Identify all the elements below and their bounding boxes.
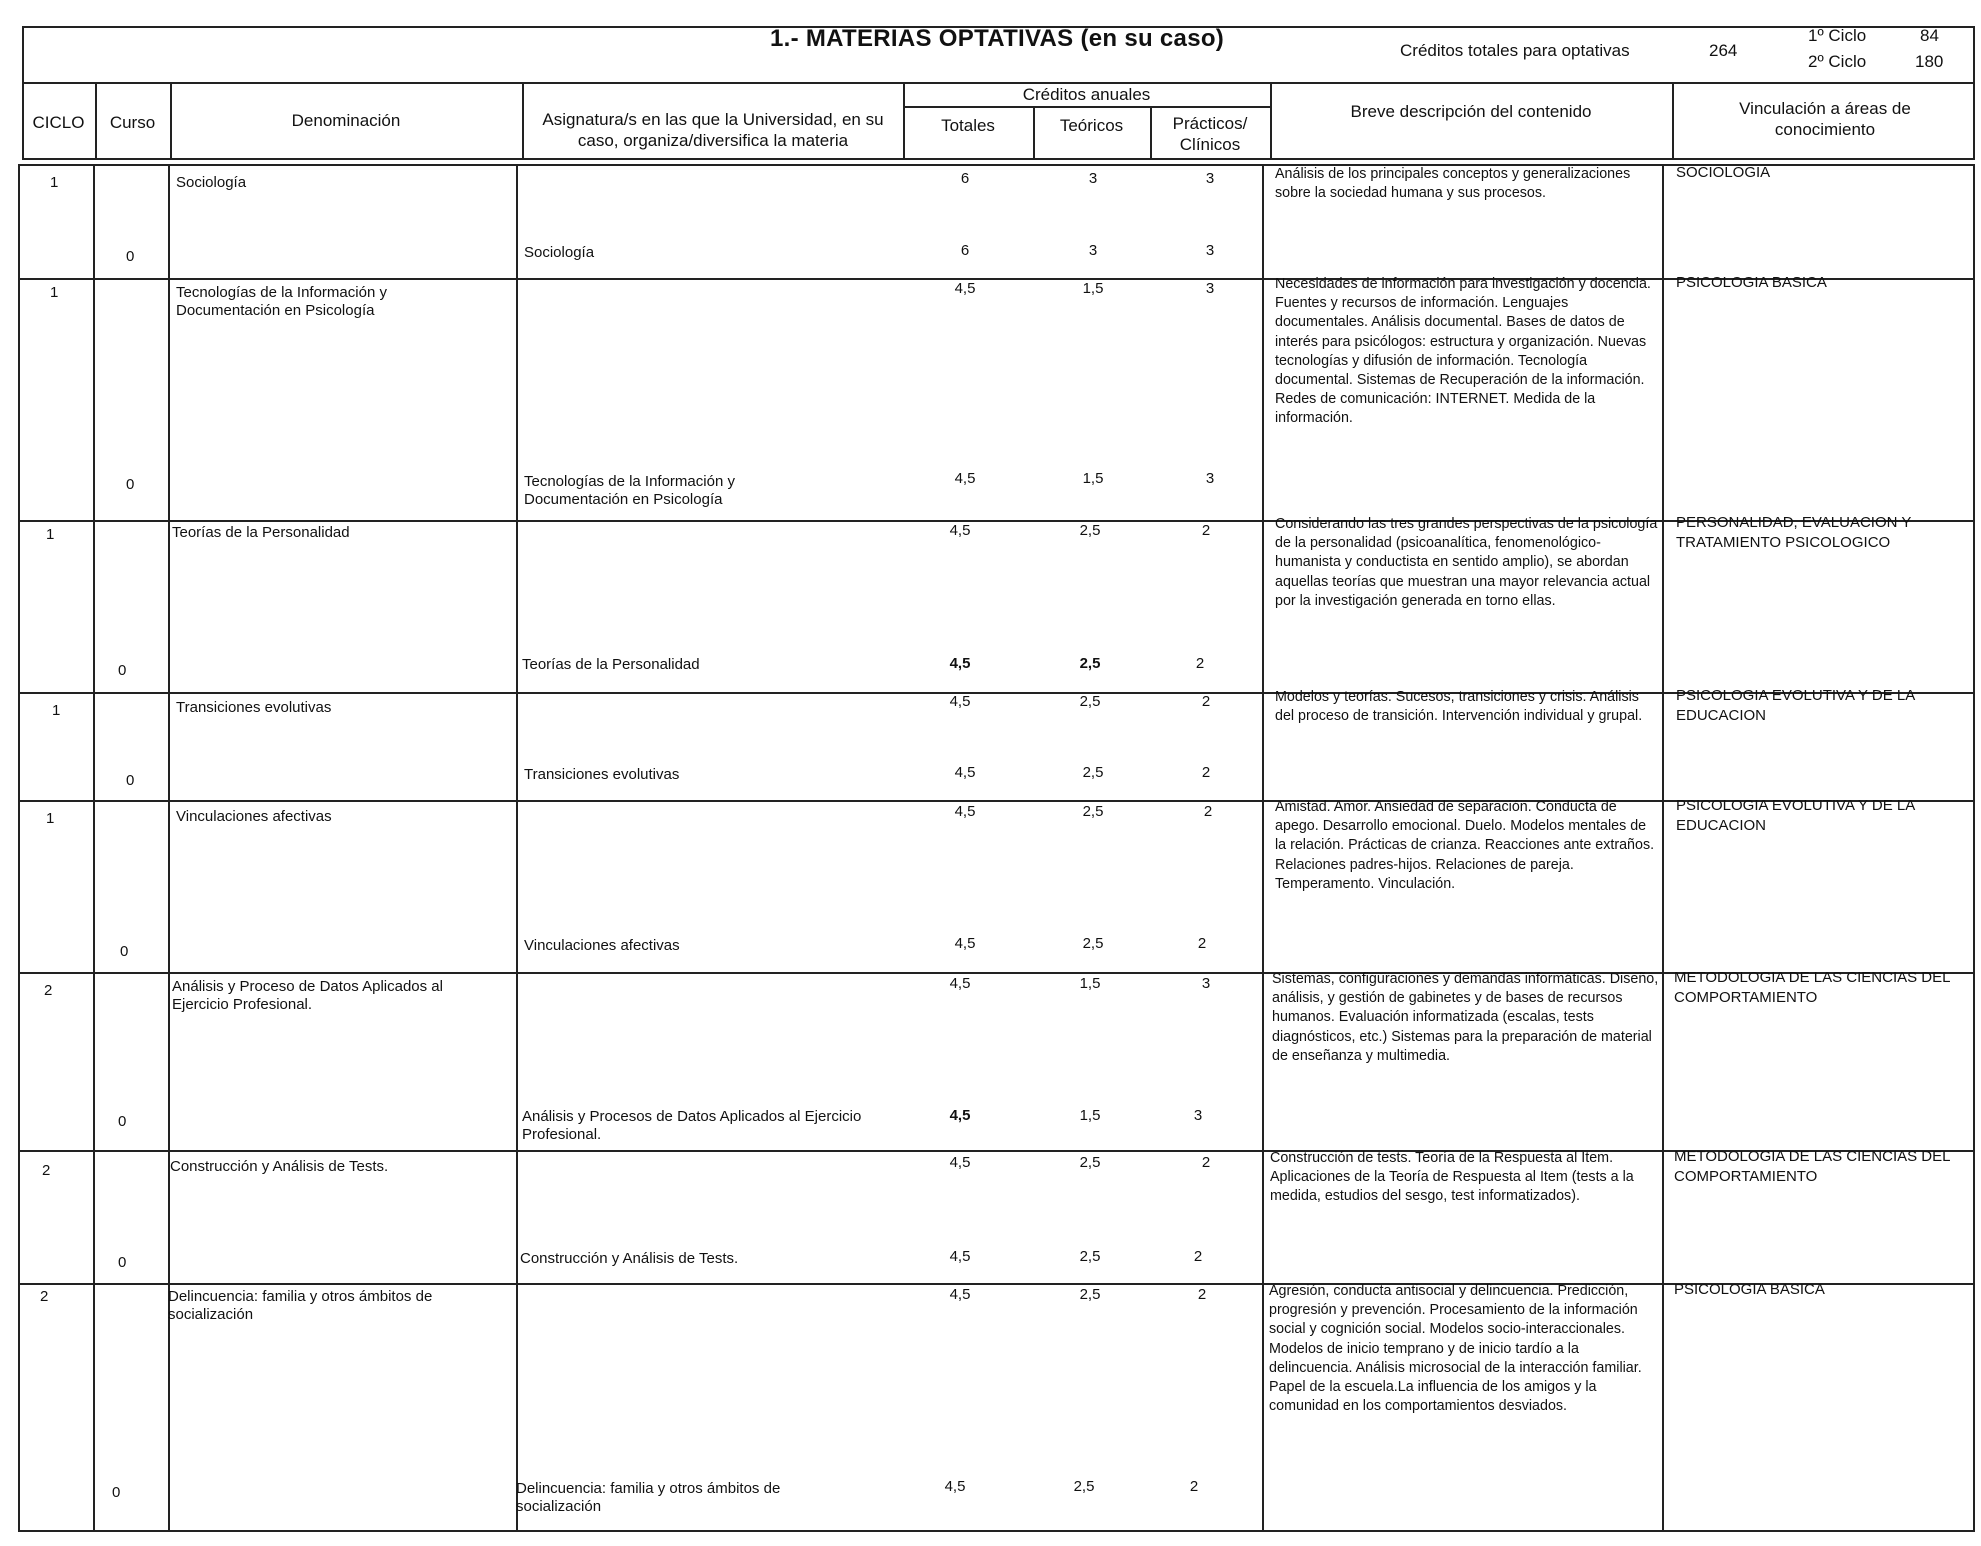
cycle1-label: 1º Ciclo <box>1808 26 1867 45</box>
row-denominacion: Sociología <box>176 174 247 191</box>
row-ciclo: 2 <box>42 1162 51 1179</box>
row-area: PSICOLOGIA EVOLUTIVA Y DE LA EDUCACION <box>1676 687 1915 724</box>
row-curso: 0 <box>126 248 135 265</box>
row-a-totales: 4,5 <box>949 1248 971 1265</box>
row-a-practicos: 2 <box>1193 1248 1203 1265</box>
row-ciclo: 1 <box>50 174 59 191</box>
row-a-practicos: 3 <box>1205 470 1215 487</box>
row-area: PSICOLOGIA BASICA <box>1676 274 1827 291</box>
row-practicos: 2 <box>1203 803 1213 820</box>
row-curso: 0 <box>118 662 127 679</box>
col-asignatura: Asignatura/s en las que la Universidad, en su caso, organiza/diversifica la materia <box>542 110 884 150</box>
row-totales: 6 <box>960 170 970 187</box>
row-teoricos: 3 <box>1088 170 1098 187</box>
row-asignatura: Tecnologías de la Información y Documentación en Psicología <box>524 473 735 508</box>
col-divider <box>516 164 518 1532</box>
col-denominacion: Denominación <box>291 111 401 130</box>
col-divider <box>168 164 170 1532</box>
row-curso: 0 <box>118 1113 127 1130</box>
cycle1-value: 84 <box>1920 26 1939 45</box>
row-descripcion: Modelos y teorías. Sucesos, transiciones y crisis. Análisis del proceso de transición. Intervención individual y grupal. <box>1275 689 1643 725</box>
hdr-sep <box>1150 106 1152 160</box>
row-denominacion: Tecnologías de la Información y Documentación en Psicología <box>176 284 387 319</box>
row-area: PERSONALIDAD, EVALUACION Y TRATAMIENTO PSICOLOGICO <box>1676 514 1912 551</box>
row-a-practicos: 3 <box>1205 242 1215 259</box>
row-ciclo: 1 <box>52 702 61 719</box>
row-descripcion: Análisis de los principales conceptos y generalizaciones sobre la sociedad humana y sus procesos. <box>1275 166 1631 202</box>
row-asignatura: Análisis y Procesos de Datos Aplicados al Ejercicio Profesional. <box>522 1108 862 1143</box>
row-curso: 0 <box>126 772 135 789</box>
hdr-sep <box>522 82 524 160</box>
col-divider <box>93 164 95 1532</box>
row-a-totales: 4,5 <box>954 935 976 952</box>
row-asignatura: Transiciones evolutivas <box>524 766 680 783</box>
row-teoricos: 1,5 <box>1079 975 1101 992</box>
row-denominacion: Delincuencia: familia y otros ámbitos de socialización <box>168 1288 433 1323</box>
credits-total-label: Créditos totales para optativas <box>1400 41 1630 60</box>
col-descripcion: Breve descripción del contenido <box>1350 102 1592 121</box>
row-totales: 4,5 <box>949 1154 971 1171</box>
row-a-teoricos: 2,5 <box>1079 655 1101 672</box>
row-totales: 4,5 <box>949 693 971 710</box>
row-ciclo: 1 <box>50 284 59 301</box>
col-totales: Totales <box>941 116 995 135</box>
row-curso: 0 <box>120 943 129 960</box>
row-totales: 4,5 <box>949 975 971 992</box>
row-ciclo: 1 <box>46 810 55 827</box>
row-asignatura: Construcción y Análisis de Tests. <box>520 1250 739 1267</box>
col-curso: Curso <box>109 113 156 132</box>
row-a-totales: 4,5 <box>954 470 976 487</box>
row-descripcion: Considerando las tres grandes perspectivas de la psicología de la personalidad (psicoanalítica, fenomenológico-humanista y conductista en sentido amplio), se abordan aquellas teorías que muestran una mayor relevancia actual por la investigación generada en torno ellas. <box>1275 516 1658 609</box>
row-a-practicos: 3 <box>1193 1107 1203 1124</box>
row-curso: 0 <box>118 1254 127 1271</box>
row-asignatura: Sociología <box>524 244 595 261</box>
row-ciclo: 1 <box>46 526 55 543</box>
page-title: 1.- MATERIAS OPTATIVAS (en su caso) <box>770 25 1225 52</box>
row-a-totales: 4,5 <box>944 1478 966 1495</box>
row-descripcion: Sistemas, configuraciones y demandas informáticas. Diseño, análisis, y gestión de gabinetes y de bases de recursos humanos. Evaluación informatizada (escalas, tests diagnósticos, etc.) Sistemas para la preparación de material de enseñanza y multimedia. <box>1272 971 1659 1064</box>
row-a-teoricos: 2,5 <box>1082 764 1104 781</box>
row-a-teoricos: 2,5 <box>1073 1478 1095 1495</box>
row-practicos: 3 <box>1205 280 1215 297</box>
col-ciclo: CICLO <box>32 113 85 132</box>
row-asignatura: Teorías de la Personalidad <box>522 656 700 673</box>
row-a-totales: 6 <box>960 242 970 259</box>
cycle2-value: 180 <box>1915 52 1944 71</box>
row-descripcion: Amistad. Amor. Ansiedad de separación. Conducta de apego. Desarrollo emocional. Duelo. Modelos mentales de la relación. Prácticas de crianza. Reacciones ante extraños. Relaciones padres-hijos. Relaciones de pareja. Temperamento. Vinculación. <box>1275 799 1655 892</box>
cycle2-label: 2º Ciclo <box>1808 52 1867 71</box>
row-area: METODOLOGIA DE LAS CIENCIAS DEL COMPORTAMIENTO <box>1674 969 1950 1006</box>
row-denominacion: Teorías de la Personalidad <box>172 524 350 541</box>
row-descripcion: Necesidades de información para investigación y docencia. Fuentes y recursos de información. Lenguajes documentales. Análisis documental. Bases de datos de interés para psicólogos: estructura y organización. Nuevas tecnologías y difusión de información. Tecnología documental. Sistemas de Recuperación de la información. Redes de comunicación: INTERNET. Medida de la información. <box>1275 276 1651 427</box>
row-a-practicos: 2 <box>1195 655 1205 672</box>
row-asignatura: Delincuencia: familia y otros ámbitos de socialización <box>516 1480 781 1515</box>
credits-total-value: 264 <box>1709 41 1738 60</box>
credits-anuales-divider <box>903 106 1270 108</box>
row-teoricos: 2,5 <box>1079 1154 1101 1171</box>
row-denominacion: Construcción y Análisis de Tests. <box>170 1158 389 1175</box>
row-a-teoricos: 2,5 <box>1082 935 1104 952</box>
row-practicos: 2 <box>1201 693 1211 710</box>
row-area: SOCIOLOGIA <box>1676 164 1771 181</box>
row-descripcion: Construcción de tests. Teoría de la Respuesta al Item. Aplicaciones de la Teoría de Respuesta al Item (tests a la medida, estudios del sesgo, test informatizados). <box>1270 1150 1634 1205</box>
row-teoricos: 2,5 <box>1082 803 1104 820</box>
row-descripcion: Agresión, conducta antisocial y delincuencia. Predicción, progresión y prevención. Procesamiento de la información social y cognición social. Modelos socio-interaccionales. Modelos de inicio temprano y de inicio tardío a la delincuencia. Análisis microsocial de la interacción familiar. Papel de la escuela.La influencia de los amigos y la comunidad en los comportamientos desviados. <box>1269 1283 1642 1415</box>
col-divider <box>1262 164 1264 1532</box>
row-totales: 4,5 <box>949 1286 971 1303</box>
hdr-sep <box>1672 82 1674 160</box>
col-vinculacion: Vinculación a áreas de conocimiento <box>1739 99 1911 139</box>
row-a-teoricos: 1,5 <box>1082 470 1104 487</box>
table-body <box>18 164 1975 1532</box>
row-ciclo: 2 <box>44 982 53 999</box>
col-teoricos: Teóricos <box>1059 116 1124 135</box>
row-practicos: 3 <box>1201 975 1211 992</box>
row-a-teoricos: 1,5 <box>1079 1107 1101 1124</box>
row-teoricos: 2,5 <box>1079 1286 1101 1303</box>
row-a-totales: 4,5 <box>949 655 971 672</box>
row-a-totales: 4,5 <box>949 1107 971 1124</box>
row-curso: 0 <box>112 1484 121 1501</box>
row-a-totales: 4,5 <box>954 764 976 781</box>
row-area: PSICOLOGIA BASICA <box>1674 1281 1825 1298</box>
row-a-teoricos: 3 <box>1088 242 1098 259</box>
row-curso: 0 <box>126 476 135 493</box>
row-asignatura: Vinculaciones afectivas <box>524 937 680 954</box>
row-teoricos: 2,5 <box>1079 693 1101 710</box>
row-practicos: 3 <box>1205 170 1215 187</box>
row-a-practicos: 2 <box>1197 935 1207 952</box>
row-practicos: 2 <box>1197 1286 1207 1303</box>
row-teoricos: 1,5 <box>1082 280 1104 297</box>
row-denominacion: Vinculaciones afectivas <box>176 808 332 825</box>
row-totales: 4,5 <box>954 280 976 297</box>
row-denominacion: Transiciones evolutivas <box>176 699 332 716</box>
row-teoricos: 2,5 <box>1079 522 1101 539</box>
row-a-practicos: 2 <box>1189 1478 1199 1495</box>
row-totales: 4,5 <box>954 803 976 820</box>
row-ciclo: 2 <box>40 1288 49 1305</box>
row-a-practicos: 2 <box>1201 764 1211 781</box>
col-creditos-anuales: Créditos anuales <box>1022 85 1151 104</box>
row-denominacion: Análisis y Proceso de Datos Aplicados al Ejercicio Profesional. <box>172 978 443 1013</box>
row-totales: 4,5 <box>949 522 971 539</box>
row-area: PSICOLOGIA EVOLUTIVA Y DE LA EDUCACION <box>1676 797 1915 834</box>
row-practicos: 2 <box>1201 522 1211 539</box>
row-area: METODOLOGIA DE LAS CIENCIAS DEL COMPORTAMIENTO <box>1674 1148 1950 1185</box>
col-practicos: Prácticos/ Clínicos <box>1172 114 1248 154</box>
col-divider <box>1662 164 1664 1532</box>
row-a-teoricos: 2,5 <box>1079 1248 1101 1265</box>
row-practicos: 2 <box>1201 1154 1211 1171</box>
